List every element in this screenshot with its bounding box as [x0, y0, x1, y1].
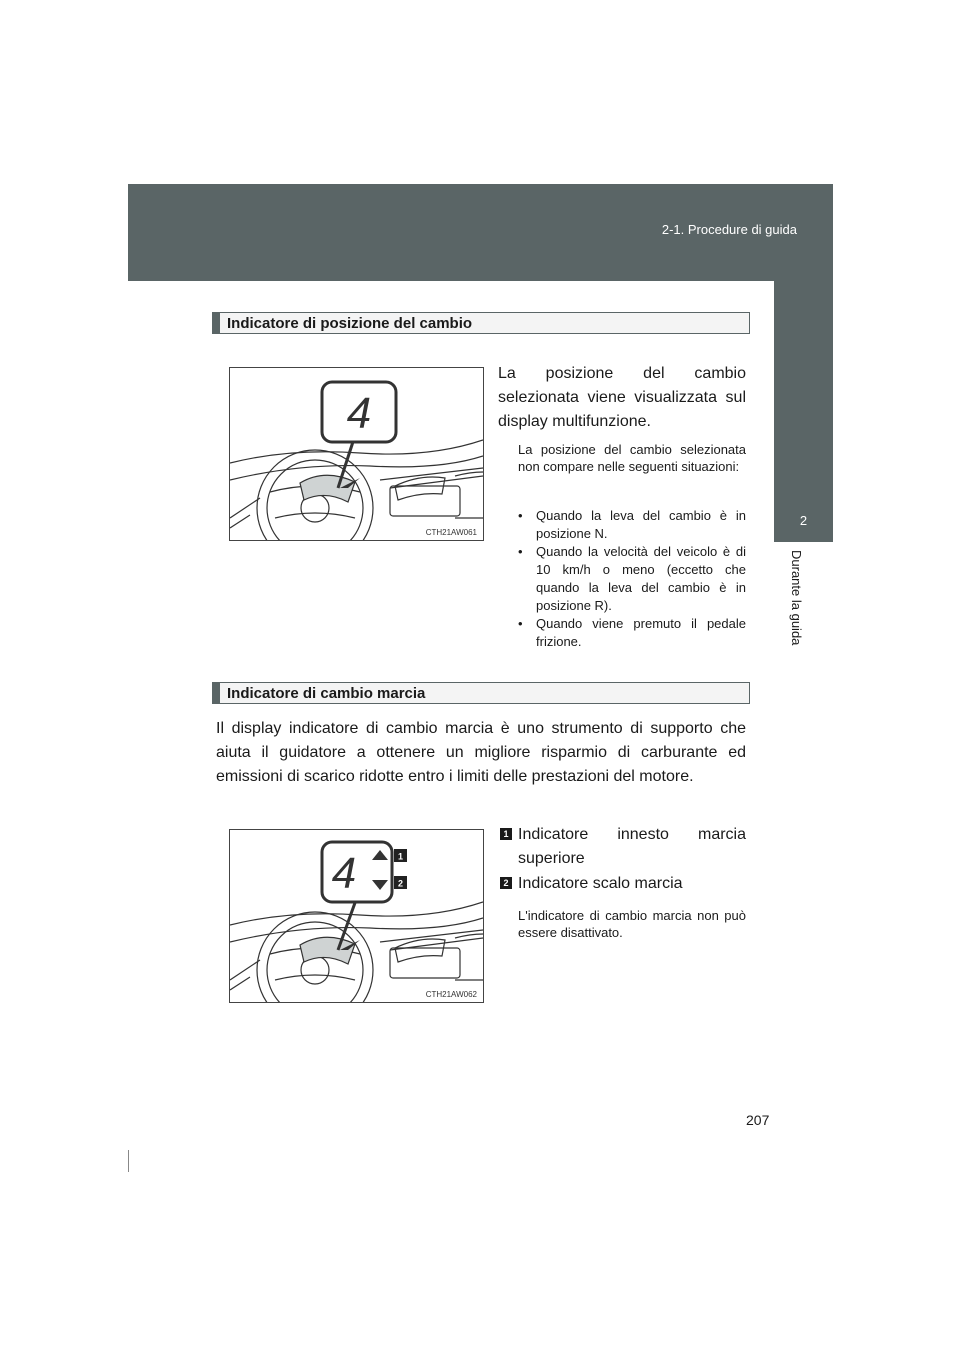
list-item: • Quando viene premuto il pedale frizione.	[516, 615, 746, 651]
legend-badge: 2	[500, 877, 512, 889]
section-title: Indicatore di cambio marcia	[227, 685, 426, 702]
figure-code: CTH21AW062	[425, 990, 477, 999]
chapter-number: 2	[799, 513, 808, 528]
legend-item-2	[500, 872, 746, 896]
legend-item-1	[500, 823, 746, 871]
section1-note: La posizione del cambio selezionata non compare nelle seguenti situazioni:	[518, 442, 746, 474]
gear-digit: 4	[346, 389, 372, 438]
callout-number: 2	[397, 878, 404, 889]
section2-note: L'indicatore di cambio marcia non può essere disattivato.	[518, 908, 746, 940]
callout-number: 1	[397, 851, 404, 862]
section-title-bar-1	[212, 312, 750, 334]
chapter-tab	[774, 281, 833, 542]
list-item: • Quando la velocità del veicolo è di 10 km/h o meno (eccetto che quando la leva del cambio è in posizione R).	[516, 543, 746, 615]
dashboard-illustration	[230, 830, 483, 1002]
chapter-label: Durante la guida	[789, 550, 804, 646]
legend-text: Indicatore scalo marcia	[518, 875, 683, 892]
margin-mark	[128, 1150, 129, 1172]
list-item: • Quando la leva del cambio è in posizione N.	[516, 507, 746, 543]
section2-body: Il display indicatore di cambio marcia è uno strumento di supporto che aiuta il guidatore a ottenere un migliore risparmio di carburante ed emissioni di scarico ridotte entro i limiti delle prestazioni del motore.	[216, 720, 746, 785]
section-heading: 2-1. Procedure di guida	[661, 222, 797, 237]
legend-text: Indicatore innesto marcia superiore	[518, 826, 746, 867]
figure-shift-indicator	[229, 829, 484, 1003]
section1-lead: La posizione del cambio selezionata viene visualizzata sul display multifunzione.	[498, 365, 746, 430]
legend-badge: 1	[500, 828, 512, 840]
section-marker	[213, 683, 220, 703]
page-number: 207	[746, 1112, 770, 1128]
figure-gear-position	[229, 367, 484, 541]
section-title: Indicatore di posizione del cambio	[227, 315, 473, 332]
figure-code: CTH21AW061	[425, 528, 477, 537]
situation-list	[516, 507, 746, 651]
header-band	[128, 184, 833, 281]
gear-digit: 4	[331, 849, 357, 898]
section-marker	[213, 313, 220, 333]
section-title-bar-2	[212, 682, 750, 704]
dashboard-illustration	[230, 368, 483, 540]
